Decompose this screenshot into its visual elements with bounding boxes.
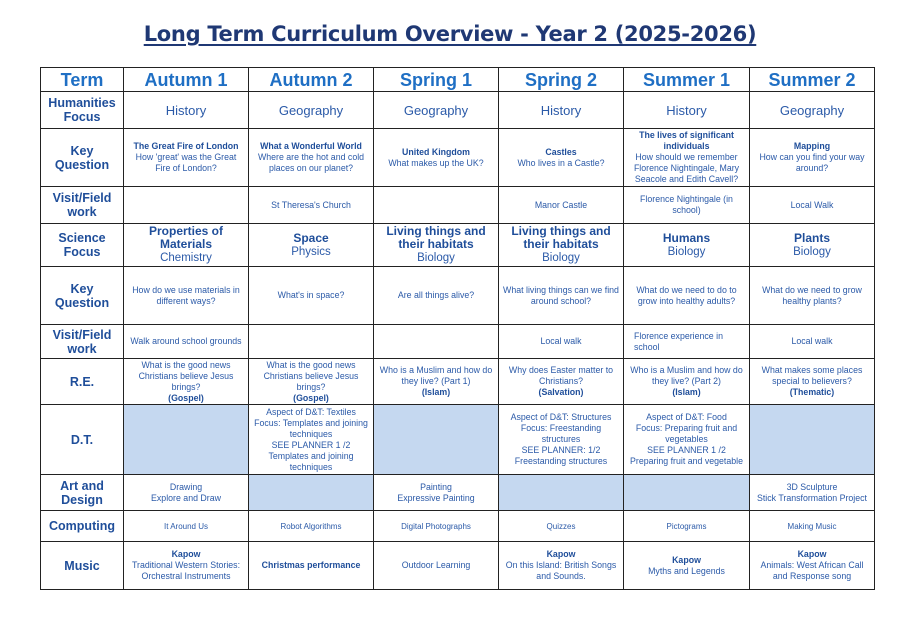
row-label-key-question: Key Question [41,267,124,325]
music-provider: Kapow [797,549,827,559]
humanities-visit-row [41,187,875,224]
humanities-cell: Geography [750,92,875,129]
music-provider: Kapow [171,549,201,559]
curriculum-table [40,67,875,590]
music-provider: Kapow [672,554,701,565]
visit-cell: Local Walk [750,187,875,224]
art-topic: Drawing [169,481,203,492]
music-cell [249,542,374,590]
visit-cell: St Theresa's Church [249,187,374,224]
re-unit: (Islam) [672,387,701,397]
term-summer-1: Summer 1 [624,68,750,92]
science-cell [750,224,875,267]
art-cell-empty [624,475,750,511]
science-cell [624,224,750,267]
science-branch: Biology [542,252,580,264]
re-question: What is the good news Christians believe Jesus brings? [138,359,234,392]
dt-planner: SEE PLANNER 1 /2 [271,439,351,450]
computing-cell: Quizzes [499,511,624,542]
art-unit: Stick Transformation Project [757,492,867,503]
key-question-cell [249,129,374,187]
visit-cell: Local walk [750,325,875,359]
key-question-cell [374,129,499,187]
dt-focus: Focus: Preparing fruit and vegetables [635,423,738,444]
science-topic: Plants [793,230,830,245]
music-unit: Myths and Legends [648,565,725,576]
science-topic: Humans [662,230,711,245]
science-branch: Physics [291,245,331,258]
key-question-text: Who lives in a Castle? [517,157,605,168]
visit-cell: Local walk [499,325,624,359]
key-question-title: Castles [545,146,577,157]
dt-focus: Focus: Templates and joining techniques [254,417,368,439]
music-unit: Christmas performance [261,560,361,570]
music-cell [124,542,249,590]
re-cell [249,359,374,405]
row-label-key-question: Key Question [41,129,124,187]
row-label-humanities-focus: Humanities Focus [41,92,124,129]
computing-cell: It Around Us [124,511,249,542]
key-question-text: What makes up the UK? [388,157,484,168]
art-cell-empty [249,475,374,511]
key-question-cell: What living things can we find around school? [499,267,624,325]
key-question-cell: What's in space? [249,267,374,325]
key-question-text: Where are the hot and cold places on our planet? [257,152,365,173]
row-label-art-design: Art and Design [41,475,124,511]
dt-topic: Preparing fruit and vegetable [630,456,743,466]
key-question-text: How can you find your way around? [759,152,865,173]
key-question-title: United Kingdom [402,146,470,157]
re-unit: (Gospel) [293,392,329,403]
science-branch: Chemistry [160,252,212,264]
key-question-title: What a Wonderful World [260,141,362,151]
science-branch: Biology [417,252,455,264]
humanities-focus-row [41,92,875,129]
music-provider: Kapow [546,549,576,559]
science-visit-row [41,325,875,359]
key-question-title: Mapping [793,141,831,151]
science-topic: Space [293,230,329,245]
re-unit: (Islam) [421,387,451,397]
music-row [41,542,875,590]
science-branch: Biology [793,245,831,258]
art-design-row [41,475,875,511]
visit-cell [124,187,249,224]
dt-topic: Freestanding structures [514,456,608,466]
term-spring-2: Spring 2 [499,68,624,92]
science-topic: Living things and their habitats [511,224,611,251]
re-question: What makes some places special to believers? [761,365,863,386]
dt-aspect: Aspect of D&T: Textiles [266,406,356,417]
dt-topic: Templates and joining techniques [268,450,354,472]
science-key-question-row [41,267,875,325]
re-cell [374,359,499,405]
humanities-key-question-row [41,129,875,187]
row-label-re: R.E. [41,359,124,405]
key-question-cell: Are all things alive? [374,267,499,325]
term-summer-2: Summer 2 [750,68,875,92]
science-cell [249,224,374,267]
key-question-cell: How do we use materials in different ways? [124,267,249,325]
music-unit: Outdoor Learning [401,560,471,570]
visit-cell: Manor Castle [499,187,624,224]
key-question-cell [124,129,249,187]
re-cell [124,359,249,405]
computing-cell: Making Music [750,511,875,542]
science-topic: Properties of Materials [148,224,223,251]
art-cell-empty [499,475,624,511]
humanities-cell: History [624,92,750,129]
music-cell [499,542,624,590]
dt-planner: SEE PLANNER: 1/2 [521,445,601,455]
visit-cell [374,325,499,359]
visit-cell: Florence Nightingale (in school) [624,187,750,224]
re-unit: (Gospel) [168,392,204,403]
re-unit: (Thematic) [789,387,835,397]
science-cell [124,224,249,267]
humanities-cell: Geography [374,92,499,129]
re-cell [624,359,750,405]
re-unit: (Salvation) [538,387,584,397]
dt-aspect: Aspect of D&T: Food [646,412,727,422]
dt-cell-empty [750,405,875,475]
music-cell [750,542,875,590]
key-question-text: How should we remember Florence Nightingale, Mary Seacole and Edith Cavell? [633,152,740,184]
computing-row [41,511,875,542]
key-question-cell: What do we need to grow healthy plants? [750,267,875,325]
dt-planner: SEE PLANNER 1 /2 [647,445,726,455]
key-question-title: The lives of significant individuals [639,130,734,151]
art-unit: Explore and Draw [151,492,221,503]
visit-cell: Florence experience in school [624,325,750,359]
science-cell [374,224,499,267]
art-unit: Expressive Painting [397,492,475,503]
science-topic: Living things and their habitats [386,224,486,251]
visit-cell: Walk around school grounds [124,325,249,359]
term-header: Term [41,68,124,92]
music-unit: Traditional Western Stories: Orchestral Instruments [131,560,241,581]
music-unit: Animals: West African Call and Response song [760,560,864,581]
page-title: Long Term Curriculum Overview - Year 2 (2025-2026) [143,22,757,46]
term-autumn-2: Autumn 2 [249,68,374,92]
term-spring-1: Spring 1 [374,68,499,92]
row-label-visit-field-work: Visit/Field work [41,187,124,224]
visit-cell [249,325,374,359]
science-focus-row [41,224,875,267]
row-label-music: Music [41,542,124,590]
key-question-cell [624,129,750,187]
re-row [41,359,875,405]
music-cell [624,542,750,590]
re-question: What is the good news Christians believe Jesus brings? [263,359,359,392]
humanities-cell: History [499,92,624,129]
dt-cell [624,405,750,475]
music-cell [374,542,499,590]
art-cell [750,475,875,511]
row-label-visit-field-work: Visit/Field work [41,325,124,359]
visit-cell [374,187,499,224]
dt-focus: Focus: Freestanding structures [520,423,602,444]
re-question: Who is a Muslim and how do they live? (Part 2) [630,365,743,386]
key-question-cell [750,129,875,187]
computing-cell: Pictograms [624,511,750,542]
art-cell [374,475,499,511]
term-header-row [41,68,875,92]
key-question-cell: What do we need to do to grow into healthy adults? [624,267,750,325]
art-cell [124,475,249,511]
dt-cell-empty [374,405,499,475]
re-cell [750,359,875,405]
re-cell [499,359,624,405]
science-cell [499,224,624,267]
row-label-dt: D.T. [41,405,124,475]
dt-cell [249,405,374,475]
dt-cell [499,405,624,475]
re-question: Why does Easter matter to Christians? [508,365,614,386]
humanities-cell: Geography [249,92,374,129]
key-question-title: The Great Fire of London [133,141,239,151]
dt-cell-empty [124,405,249,475]
row-label-science-focus: Science Focus [41,224,124,267]
humanities-cell: History [124,92,249,129]
key-question-text: How 'great' was the Great Fire of London? [135,152,237,173]
term-autumn-1: Autumn 1 [124,68,249,92]
key-question-cell [499,129,624,187]
art-topic: Painting [420,481,452,492]
music-unit: On this Island: British Songs and Sounds. [505,560,617,581]
re-question: Who is a Muslim and how do they live? (Part 1) [379,365,493,386]
art-topic: 3D Sculpture [786,481,838,492]
science-branch: Biology [667,245,706,258]
dt-aspect: Aspect of D&T: Structures [510,412,612,422]
dt-row [41,405,875,475]
computing-cell: Robot Algorithms [249,511,374,542]
row-label-computing: Computing [41,511,124,542]
computing-cell: Digital Photographs [374,511,499,542]
